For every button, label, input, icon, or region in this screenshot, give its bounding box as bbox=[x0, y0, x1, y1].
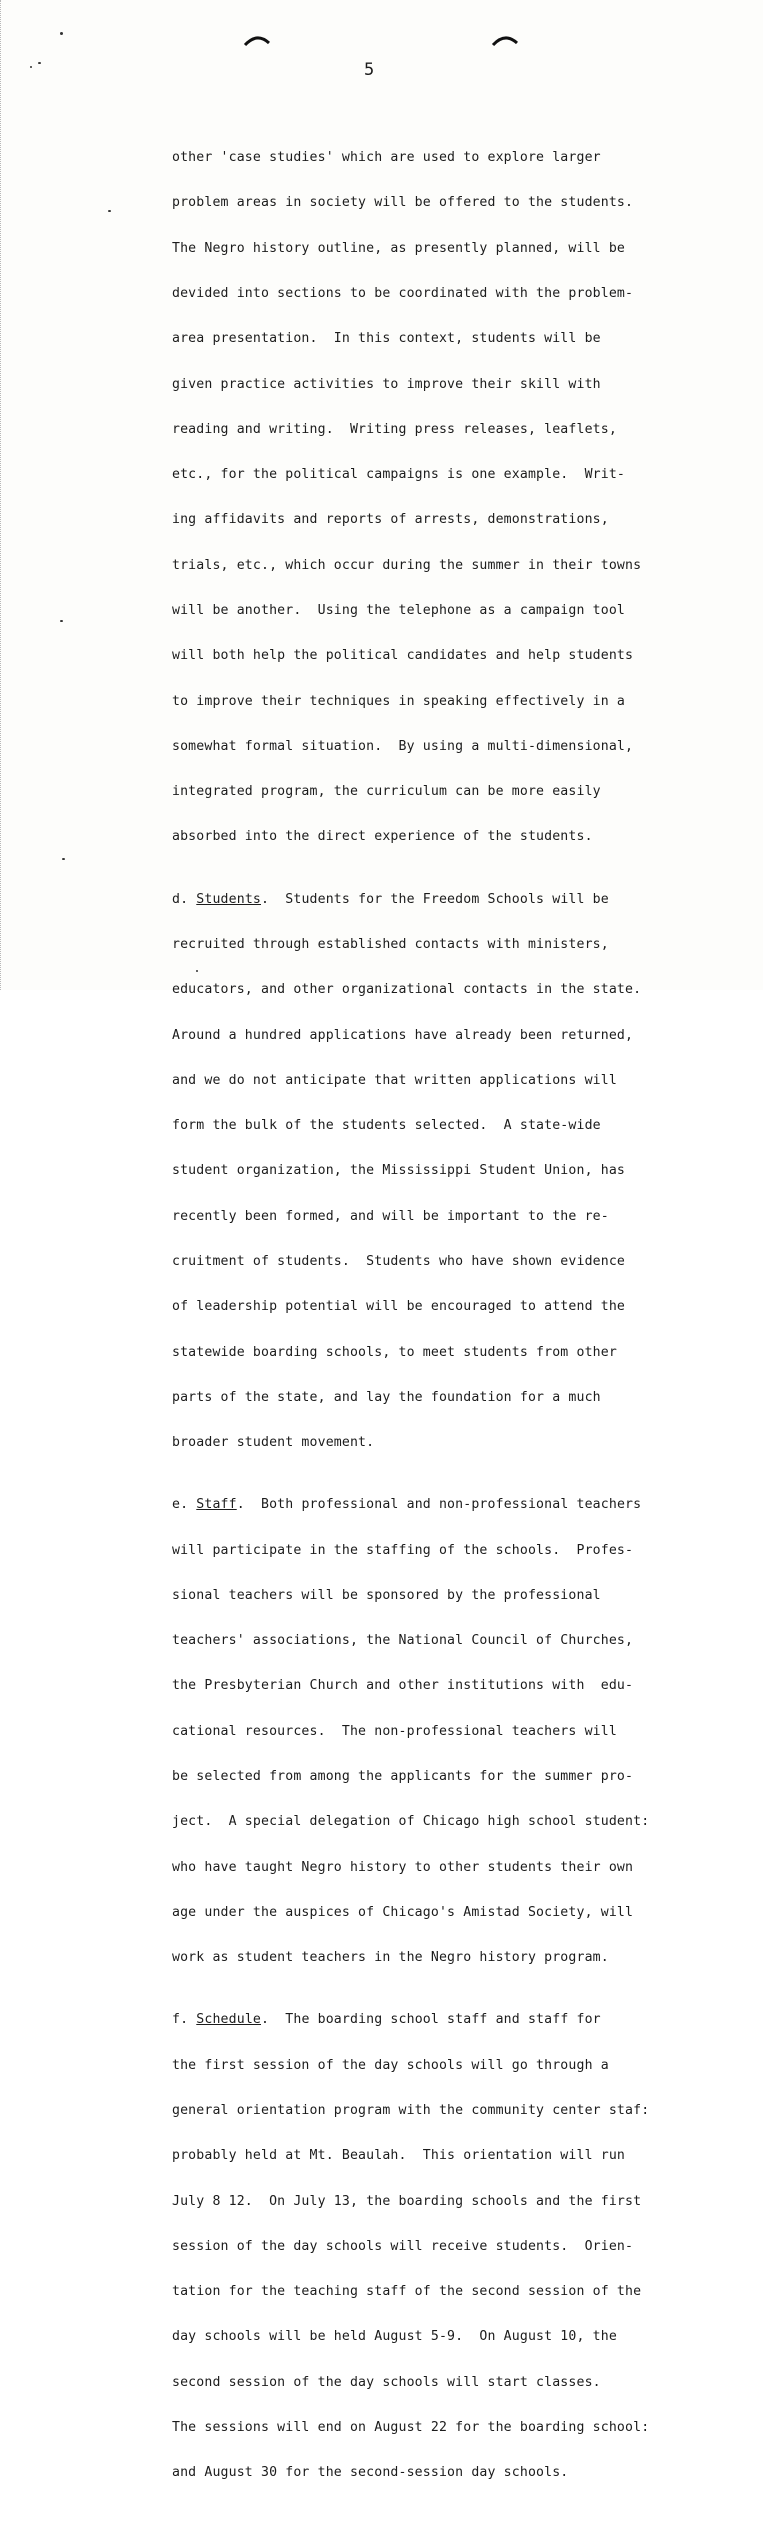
text-line: The Negro history outline, as presently planned, will be bbox=[172, 240, 626, 256]
scan-speck bbox=[30, 66, 32, 68]
text-line: integrated program, the curriculum can be more easily bbox=[172, 784, 601, 800]
text-line: statewide boarding schools, to meet students from other bbox=[172, 1344, 617, 1360]
section-staff bbox=[172, 1497, 732, 1995]
text-line: absorbed into the direct experience of the students. bbox=[172, 829, 593, 845]
text-line: area presentation. In this context, students will be bbox=[172, 331, 601, 347]
punch-hole-mark-right bbox=[492, 34, 518, 46]
text-line: and we do not anticipate that written applications will bbox=[172, 1072, 617, 1088]
text-line: ing affidavits and reports of arrests, demonstrations, bbox=[172, 512, 609, 528]
document-body bbox=[172, 120, 732, 2528]
text-line: recruited through established contacts with ministers, bbox=[172, 936, 609, 952]
text-line: broader student movement. bbox=[172, 1435, 375, 1451]
text-line: of leadership potential will be encouraged to attend the bbox=[172, 1299, 626, 1315]
section-heading-staff: Staff bbox=[196, 1497, 237, 1513]
text-line: general orientation program with the community center staf: bbox=[172, 2103, 650, 2118]
scan-speck bbox=[38, 62, 41, 64]
section-first-line-text: . Students for the Freedom Schools will be bbox=[261, 891, 609, 907]
section-letter: f. bbox=[172, 2012, 197, 2028]
text-line: The sessions will end on August 22 for the boarding school: bbox=[172, 2419, 650, 2435]
scan-speck bbox=[60, 32, 63, 35]
text-line: educators, and other organizational contacts in the state. bbox=[172, 982, 642, 998]
scan-speck bbox=[60, 620, 63, 622]
text-line: other 'case studies' which are used to explore larger bbox=[172, 150, 601, 166]
text-line: trials, etc., which occur during the summer in their towns bbox=[172, 557, 642, 573]
punch-hole-mark-left bbox=[244, 34, 270, 46]
text-line: July 8 12. On July 13, the boarding schools and the first bbox=[172, 2193, 642, 2209]
section-heading-students: Students bbox=[196, 891, 261, 907]
text-line: who have taught Negro history to other students their own bbox=[172, 1859, 634, 1875]
text-line: probably held at Mt. Beaulah. This orientation will run bbox=[172, 2148, 626, 2164]
text-line: devided into sections to be coordinated with the problem- bbox=[172, 286, 634, 302]
text-line: Around a hundred applications have already been returned, bbox=[172, 1027, 634, 1043]
text-line: to improve their techniques in speaking effectively in a bbox=[172, 693, 626, 709]
text-line: teachers' associations, the National Council of Churches, bbox=[172, 1633, 634, 1649]
text-line: and August 30 for the second-session day schools. bbox=[172, 2465, 569, 2481]
scan-speck bbox=[62, 858, 65, 860]
page-number: 5 bbox=[364, 60, 375, 80]
scan-edge-marks bbox=[0, 0, 7, 990]
section-first-line bbox=[172, 892, 732, 907]
text-line: given practice activities to improve their skill with bbox=[172, 376, 601, 392]
text-line: student organization, the Mississippi Student Union, has bbox=[172, 1163, 626, 1179]
text-line: will both help the political candidates and help students bbox=[172, 648, 634, 664]
text-line: reading and writing. Writing press releases, leaflets, bbox=[172, 421, 617, 437]
text-line: parts of the state, and lay the foundation for a much bbox=[172, 1389, 601, 1405]
paragraph-curriculum bbox=[172, 120, 732, 875]
section-schedule bbox=[172, 2012, 732, 2510]
text-line: tation for the teaching staff of the second session of the bbox=[172, 2284, 642, 2300]
section-students bbox=[172, 892, 732, 1481]
text-line: form the bulk of the students selected. A state-wide bbox=[172, 1118, 601, 1134]
text-line: age under the auspices of Chicago's Amistad Society, will bbox=[172, 1904, 634, 1920]
text-line: recently been formed, and will be important to the re- bbox=[172, 1208, 609, 1224]
section-first-line bbox=[172, 2012, 732, 2027]
text-line: problem areas in society will be offered to the students. bbox=[172, 195, 634, 211]
text-line: day schools will be held August 5-9. On August 10, the bbox=[172, 2329, 617, 2345]
text-line: the Presbyterian Church and other institutions with edu- bbox=[172, 1678, 634, 1694]
text-line: second session of the day schools will start classes. bbox=[172, 2374, 601, 2390]
section-first-line-text: . Both professional and non-professional teachers bbox=[236, 1497, 642, 1513]
scan-speck bbox=[108, 210, 111, 212]
text-line: will participate in the staffing of the schools. Profes- bbox=[172, 1542, 634, 1558]
text-line: sional teachers will be sponsored by the professional bbox=[172, 1587, 601, 1603]
text-line: the first session of the day schools will go through a bbox=[172, 2057, 609, 2073]
text-line: session of the day schools will receive students. Orien- bbox=[172, 2238, 634, 2254]
text-line: be selected from among the applicants for the summer pro- bbox=[172, 1769, 634, 1785]
text-line: etc., for the political campaigns is one example. Writ- bbox=[172, 467, 626, 483]
text-line: somewhat formal situation. By using a multi-dimensional, bbox=[172, 738, 634, 754]
section-first-line bbox=[172, 1497, 732, 1512]
section-heading-schedule: Schedule bbox=[196, 2012, 261, 2028]
section-letter: d. bbox=[172, 891, 197, 907]
text-line: work as student teachers in the Negro history program. bbox=[172, 1950, 609, 1966]
section-first-line-text: . The boarding school staff and staff for bbox=[261, 2012, 601, 2028]
text-line: ject. A special delegation of Chicago high school student: bbox=[172, 1814, 650, 1830]
text-line: cruitment of students. Students who have shown evidence bbox=[172, 1253, 626, 1269]
section-letter: e. bbox=[172, 1497, 197, 1513]
text-line: will be another. Using the telephone as a campaign tool bbox=[172, 603, 626, 618]
text-line: cational resources. The non-professional teachers will bbox=[172, 1723, 617, 1739]
